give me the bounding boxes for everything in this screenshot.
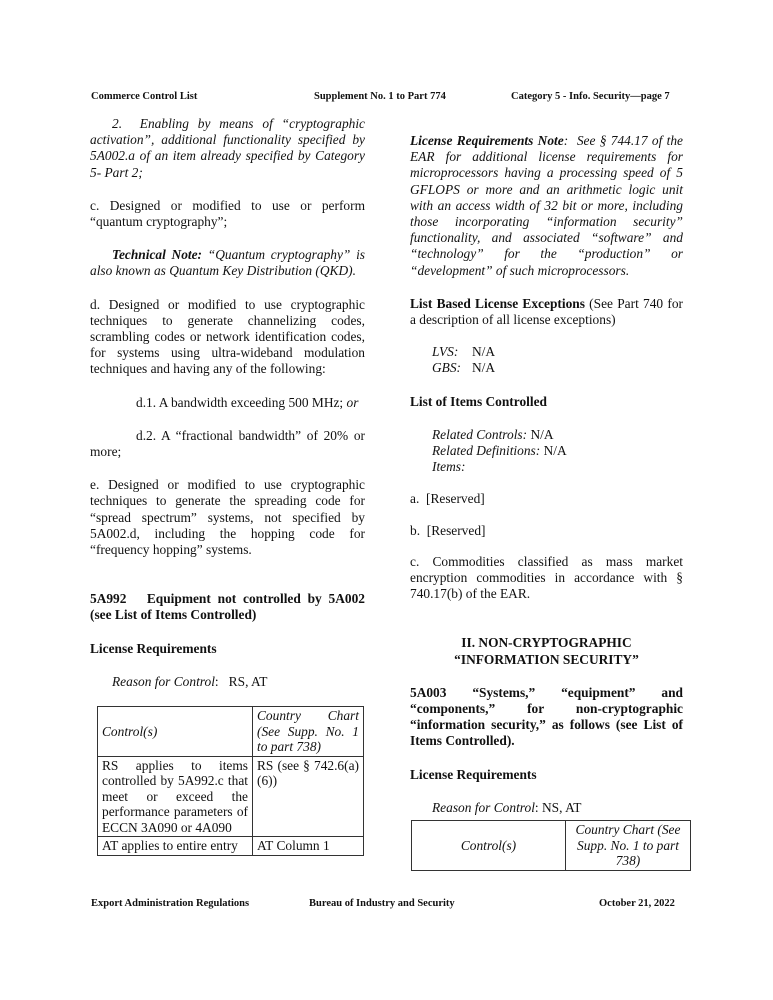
list-item: a. [Reserved] [410, 491, 485, 507]
table-header-cell: Control(s) [412, 821, 566, 871]
reason-for-control [410, 800, 683, 816]
list-item: b. [Reserved] [410, 522, 486, 538]
header-center: Supplement No. 1 to Part 774 [314, 91, 446, 102]
exception-label: GBS: [432, 360, 462, 376]
related-controls-label: Related Controls: [432, 426, 528, 442]
table-header-cell: Control(s) [98, 707, 253, 757]
control-table-5a992 [97, 706, 364, 856]
item-d: d. Designed or modified to use cryptographic techniques to generate channelizing codes, scrambling codes or network identification codes, for systems using ultra-wideband modulation techniques and having any of the following: [90, 296, 365, 377]
header-left: Commerce Control List [91, 91, 198, 102]
eccn-5a003-heading: 5A003 “Systems,” “equipment” and “components,” for non-cryptographic “information security,” as follows (see List of Items Controlled). [410, 684, 683, 749]
related-controls [432, 427, 683, 443]
left-column [90, 116, 365, 690]
items-label: Items: [432, 459, 466, 475]
exception-label: LVS: [432, 344, 459, 360]
table-header-row [98, 707, 364, 757]
related-controls-value: N/A [527, 426, 554, 442]
item-2: 2. Enabling by means of “cryptographic activation”, additional functionality specified by 5A002.a of an item already specified by Category 5- Part 2; [90, 116, 365, 180]
footer-center: Bureau of Industry and Security [309, 898, 455, 909]
exception-value: N/A [472, 344, 496, 360]
reason-for-control-value: : RS, AT [214, 673, 268, 689]
reason-for-control-label: Reason for Control [112, 673, 215, 689]
related-definitions [432, 443, 683, 459]
header-right: Category 5 - Info. Security—page 7 [511, 91, 670, 102]
item-d1 [90, 395, 365, 411]
reason-for-control-label: Reason for Control [432, 799, 535, 815]
license-requirements-note-label: License Requirements Note [410, 133, 564, 148]
license-requirements-note [410, 133, 683, 279]
right-column [410, 133, 683, 816]
table-cell: AT applies to entire entry [98, 837, 253, 856]
license-exception-gbs [432, 360, 683, 376]
table-header-cell: Country Chart (See Supp. No. 1 to part 738) [566, 821, 691, 871]
item-c: c. Designed or modified to use or perform “quantum cryptography”; [90, 197, 365, 230]
license-requirements-heading: License Requirements [410, 766, 537, 782]
table-cell: AT Column 1 [253, 837, 364, 856]
table-row [98, 837, 364, 856]
item-d1-or: or [346, 394, 359, 410]
control-table-5a003 [411, 820, 691, 871]
related-definitions-label: Related Definitions: [432, 443, 541, 459]
reason-for-control-value: : NS, AT [534, 799, 582, 815]
technical-note [90, 247, 365, 279]
license-requirements-heading: License Requirements [90, 640, 217, 656]
related-info [410, 427, 683, 476]
section-heading-line-2: “INFORMATION SECURITY” [454, 651, 639, 667]
exception-value: N/A [472, 360, 496, 376]
footer-left: Export Administration Regulations [91, 898, 250, 909]
table-row [98, 756, 364, 837]
lble-heading: List Based License Exceptions [410, 295, 585, 311]
license-exception-lvs [432, 344, 683, 360]
table-header-row [412, 821, 691, 871]
item-d2: d.2. A “fractional bandwidth” of 20% or more; [90, 427, 365, 460]
license-exceptions-list [410, 344, 683, 376]
item-d1-text: d.1. A bandwidth exceeding 500 MHz; [136, 394, 347, 410]
footer-right: October 21, 2022 [599, 898, 675, 909]
license-requirements-note-text: : See § 744.17 of the EAR for additional license requirements for microprocessors having a processing speed of 5 GFLOPS or more and an arithmetic logic unit with an access width of 32 bit or more, including those incorporating “information security” functionality, and associated “software” and “technology” for the “production” or “development” of such microprocessors. [410, 133, 683, 278]
table-cell: RS (see § 742.6(a)(6)) [253, 756, 364, 837]
table-cell: RS applies to items controlled by 5A992.c that meet or exceed the performance parameters of ECCN 3A090 or 4A090 [98, 756, 253, 837]
related-definitions-value: N/A [540, 443, 567, 459]
eccn-5a992-heading: 5A992 Equipment not controlled by 5A002 (see List of Items Controlled) [90, 591, 365, 623]
lble-text: (See Part 740 for a description of all license exceptions) [410, 295, 683, 328]
list-of-items-controlled-heading: List of Items Controlled [410, 393, 547, 409]
technical-note-text: “Quantum cryptography” is also known as Quantum Key Distribution (QKD). [90, 247, 366, 279]
list-item: c. Commodities classified as mass market encryption commodities in accordance with § 740.17(b) of the EAR. [410, 553, 683, 602]
table-header-cell: Country Chart (See Supp. No. 1 to part 738) [253, 707, 364, 757]
item-e: e. Designed or modified to use cryptographic techniques to generate the spreading code for “spread spectrum” systems, not specified by 5A002.d, including the hopping code for “frequency hopping” systems. [90, 477, 365, 558]
reason-for-control [90, 674, 365, 690]
list-based-license-exceptions [410, 296, 683, 328]
technical-note-label: Technical Note: [112, 247, 203, 263]
section-heading-line-1: II. NON-CRYPTOGRAPHIC [461, 635, 632, 651]
